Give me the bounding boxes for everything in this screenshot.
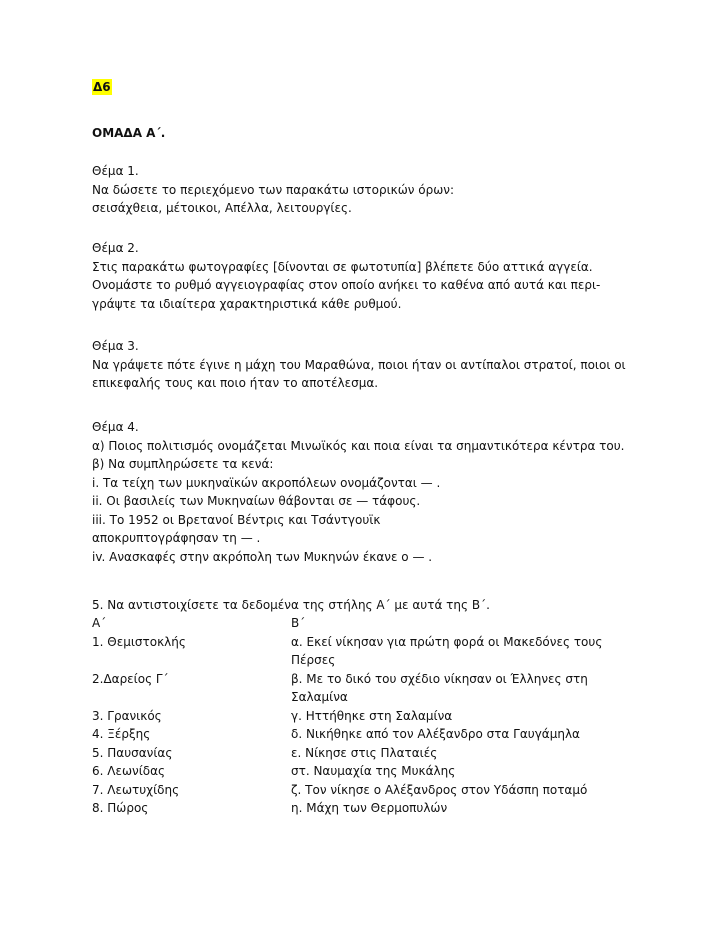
column-b-item xyxy=(291,781,631,800)
column-b-line: β. Με το δικό του σχέδιο νίκησαν οι Έλληνες στη xyxy=(291,671,588,686)
column-b-item xyxy=(291,762,631,781)
column-a-item: 4. Ξέρξης xyxy=(92,727,151,741)
group-title: ΟΜΑΔΑ Α΄. xyxy=(92,126,166,140)
column-a-item: 3. Γρανικός xyxy=(92,708,162,723)
section-tag: Δ6 xyxy=(93,80,111,94)
matching-row xyxy=(92,744,652,763)
matching-row xyxy=(92,725,652,744)
column-b-line: δ. Νικήθηκε από τον Αλέξανδρο στα Γαυγάμηλα xyxy=(291,727,580,741)
column-b-header: Β΄ xyxy=(291,616,306,630)
column-b-item xyxy=(291,799,631,818)
theme-4-line: iv. Ανασκαφές στην ακρόπολη των Μυκηνών έκανε ο — . xyxy=(92,549,433,564)
theme-2 xyxy=(92,239,600,313)
theme-5-title xyxy=(92,596,490,615)
theme-4 xyxy=(92,418,625,566)
column-b-line: η. Μάχη των Θερμοπυλών xyxy=(291,801,448,815)
matching-table xyxy=(92,614,652,818)
matching-header-row xyxy=(92,614,652,633)
column-a-item: 8. Πώρος xyxy=(92,801,149,815)
theme-1 xyxy=(92,162,454,218)
column-a-item: 6. Λεωνίδας xyxy=(92,764,166,778)
theme-1-line: σεισάχθεια, μέτοικοι, Απέλλα, λειτουργίες. xyxy=(92,201,352,215)
column-a-item: 5. Παυσανίας xyxy=(92,745,173,760)
theme-2-line: Στις παρακάτω φωτογραφίες [δίνονται σε φωτοτυπία] βλέπετε δύο αττικά αγγεία. xyxy=(92,259,593,274)
theme-3-title: Θέμα 3. xyxy=(92,339,139,353)
theme-5-title-text: 5. Να αντιστοιχίσετε τα δεδομένα της στήλης Α΄ με αυτά της Β΄. xyxy=(92,598,490,612)
column-b-line: α. Εκεί νίκησαν για πρώτη φορά οι Μακεδόνες τους xyxy=(291,634,603,649)
column-b-line: Σαλαμίνα xyxy=(291,690,348,704)
matching-row xyxy=(92,707,652,726)
theme-2-title: Θέμα 2. xyxy=(92,241,139,255)
column-a-header: Α΄ xyxy=(92,616,107,630)
column-b-line: ζ. Τον νίκησε ο Αλέξανδρος στον Υδάσπη ποταμό xyxy=(291,782,588,797)
theme-4-line: ii. Οι βασιλείς των Μυκηναίων θάβονται σε — τάφους. xyxy=(92,494,421,508)
column-b-item xyxy=(291,707,631,726)
matching-row xyxy=(92,799,652,818)
theme-3-line: Να γράψετε πότε έγινε η μάχη του Μαραθώνα, ποιοι ήταν οι αντίπαλοι στρατοί, ποιοι οι xyxy=(92,357,626,372)
theme-4-line: iii. Το 1952 οι Βρετανοί Βέντρις και Τσάντγουϊκ xyxy=(92,512,381,527)
column-b-item xyxy=(291,670,631,707)
theme-4-line: β) Να συμπληρώσετε τα κενά: xyxy=(92,457,274,471)
theme-1-title: Θέμα 1. xyxy=(92,164,139,178)
column-b-item xyxy=(291,633,631,670)
theme-3-line: επικεφαλής τους και ποιο ήταν το αποτέλεσμα. xyxy=(92,376,379,390)
column-b-line: στ. Ναυμαχία της Μυκάλης xyxy=(291,764,456,778)
column-a-item: 1. Θεμιστοκλής xyxy=(92,634,186,649)
theme-4-line: α) Ποιος πολιτισμός ονομάζεται Μινωϊκός και ποια είναι τα σημαντικότερα κέντρα του. xyxy=(92,438,625,453)
column-b-item xyxy=(291,725,631,744)
matching-row xyxy=(92,781,652,800)
column-b-line: Πέρσες xyxy=(291,653,336,667)
theme-4-line: αποκρυπτογράφησαν τη — . xyxy=(92,531,261,545)
theme-2-line: γράψτε τα ιδιαίτερα χαρακτηριστικά κάθε ρυθμού. xyxy=(92,296,402,311)
column-a-item: 2.Δαρείος Γ΄ xyxy=(92,671,169,686)
theme-1-line: Να δώσετε το περιεχόμενο των παρακάτω ιστορικών όρων: xyxy=(92,182,455,197)
matching-row xyxy=(92,762,652,781)
column-b-item xyxy=(291,744,631,763)
theme-2-line: Ονομάστε το ρυθμό αγγειογραφίας στον οποίο ανήκει το καθένα από αυτά και περι- xyxy=(92,278,601,292)
column-b-line: ε. Νίκησε στις Πλαταιές xyxy=(291,745,438,760)
matching-row xyxy=(92,670,652,707)
matching-row xyxy=(92,633,652,670)
theme-4-title: Θέμα 4. xyxy=(92,420,139,434)
theme-3 xyxy=(92,337,626,393)
theme-4-line: i. Τα τείχη των μυκηναϊκών ακροπόλεων ονομάζονται — . xyxy=(92,475,441,490)
column-b-line: γ. Ηττήθηκε στη Σαλαμίνα xyxy=(291,708,453,723)
column-a-item: 7. Λεωτυχίδης xyxy=(92,782,180,797)
